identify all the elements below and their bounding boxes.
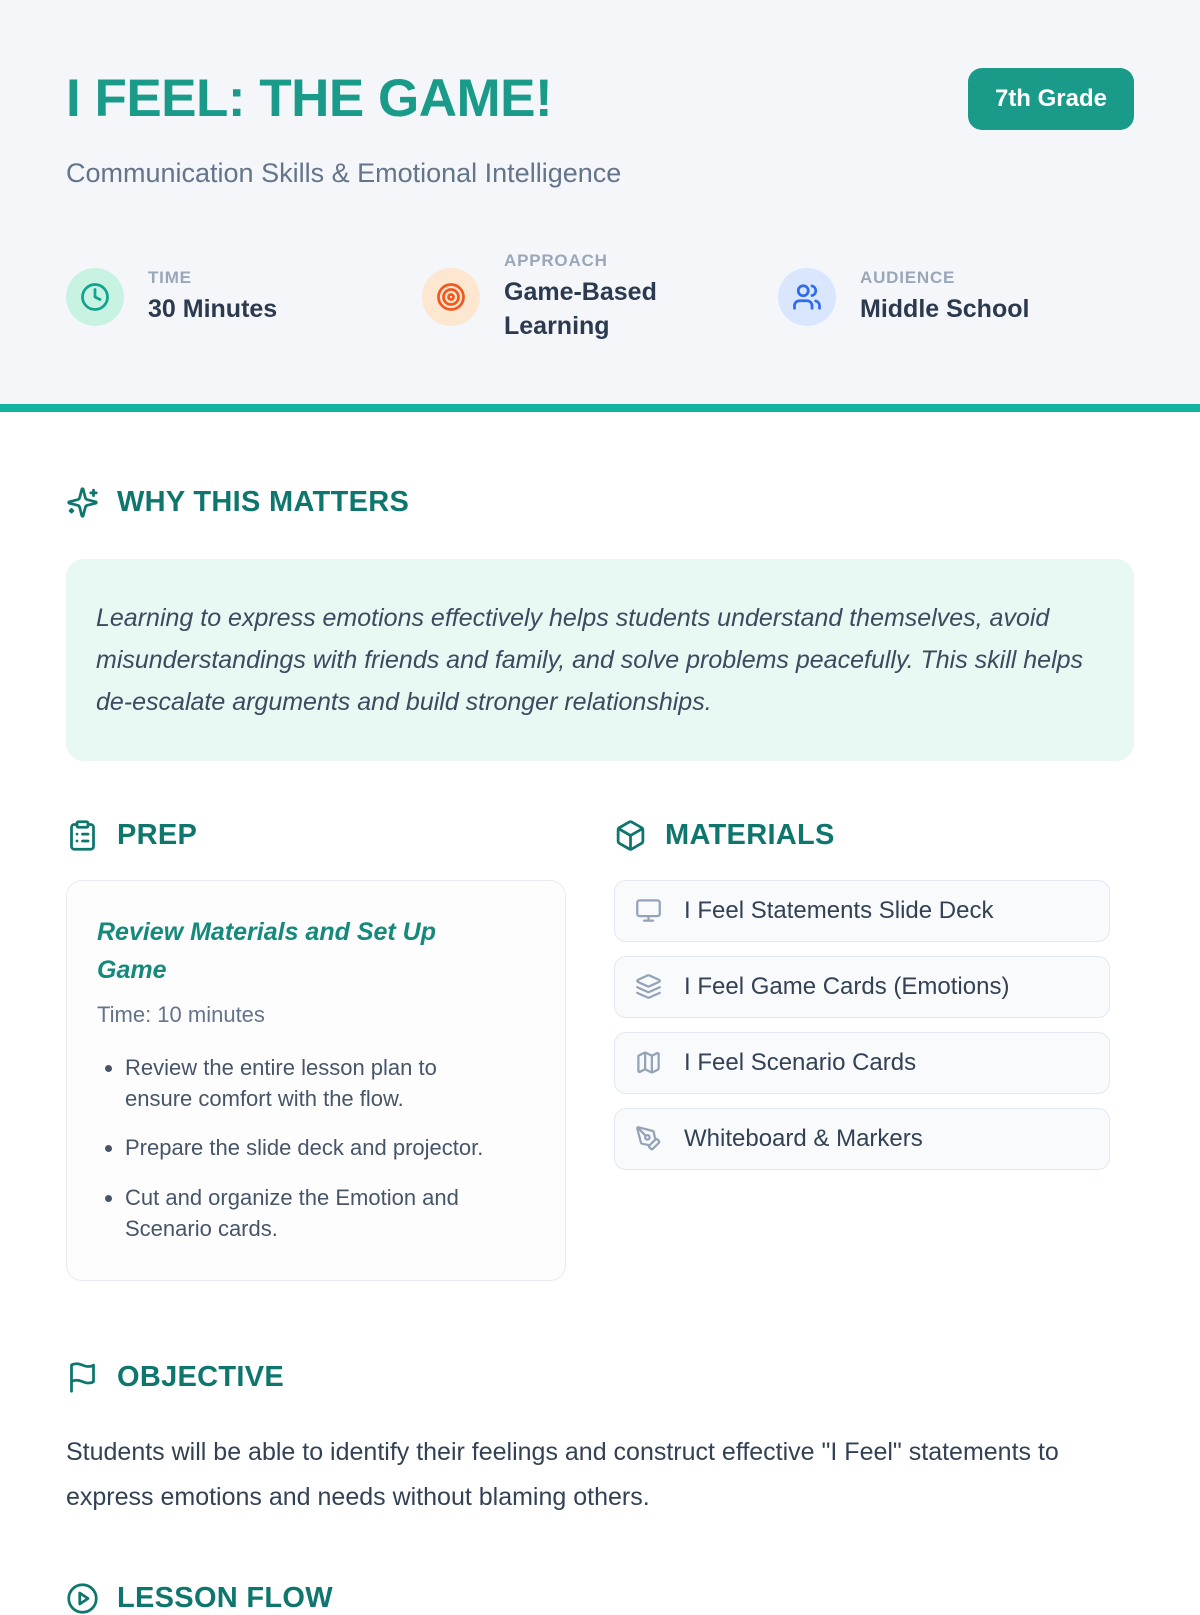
header-top	[66, 68, 1134, 130]
materials-heading	[614, 819, 1110, 852]
meta-text-time	[148, 268, 277, 327]
material-item-scenario-cards	[614, 1032, 1110, 1094]
meta-item-time	[66, 251, 422, 344]
objective-heading	[66, 1361, 1134, 1394]
page-title: I FEEL: THE GAME!	[66, 68, 552, 129]
header	[0, 0, 1200, 404]
meta-value-audience: Middle School	[860, 293, 1029, 327]
prep-card-title: Review Materials and Set Up Game	[97, 913, 487, 991]
materials-section	[614, 819, 1110, 1282]
prep-materials-grid	[66, 819, 1134, 1282]
clipboard-list-icon	[66, 819, 99, 852]
prep-time: Time: 10 minutes	[97, 1002, 535, 1028]
sparkles-icon	[66, 486, 99, 519]
users-icon	[778, 268, 836, 326]
prep-bullet: • Prepare the slide deck and projector.	[125, 1132, 505, 1163]
monitor-icon	[635, 897, 662, 924]
why-callout-box	[66, 559, 1134, 761]
materials-heading-label: MATERIALS	[665, 819, 835, 852]
meta-item-audience	[778, 251, 1134, 344]
material-label: I Feel Scenario Cards	[684, 1049, 916, 1077]
meta-value-approach: Game-Based Learning	[504, 276, 694, 344]
meta-value-time: 30 Minutes	[148, 293, 277, 327]
prep-heading	[66, 819, 566, 852]
prep-bullet: • Review the entire lesson plan to ensure comfort with the flow.	[125, 1052, 505, 1114]
package-icon	[614, 819, 647, 852]
objective-section	[66, 1361, 1134, 1520]
material-item-whiteboard	[614, 1108, 1110, 1170]
prep-heading-label: PREP	[117, 819, 197, 852]
target-icon	[422, 268, 480, 326]
meta-item-approach	[422, 251, 778, 344]
prep-card	[66, 880, 566, 1282]
prep-bullet: • Cut and organize the Emotion and Scenario cards.	[125, 1182, 505, 1244]
header-divider	[0, 404, 1200, 412]
material-label: Whiteboard & Markers	[684, 1125, 923, 1153]
why-heading-label: WHY THIS MATTERS	[117, 486, 409, 519]
meta-text-audience	[860, 268, 1029, 327]
meta-label-audience: AUDIENCE	[860, 268, 1029, 288]
materials-list	[614, 880, 1110, 1170]
grade-badge: 7th Grade	[968, 68, 1134, 130]
lesson-flow-section	[66, 1582, 1134, 1615]
objective-body-text: Students will be able to identify their feelings and construct effective "I Feel" statements to express emotions and needs without blaming others.	[66, 1430, 1086, 1520]
pen-tool-icon	[635, 1125, 662, 1152]
prep-bullet-list	[97, 1052, 535, 1244]
clock-icon	[66, 268, 124, 326]
map-icon	[635, 1049, 662, 1076]
why-heading	[66, 486, 1134, 519]
lesson-flow-heading-label: LESSON FLOW	[117, 1582, 333, 1615]
why-this-matters-section	[66, 486, 1134, 761]
meta-text-approach	[504, 251, 694, 344]
flag-icon	[66, 1361, 99, 1394]
main-content	[0, 486, 1200, 1615]
objective-heading-label: OBJECTIVE	[117, 1361, 284, 1394]
why-body-text: Learning to express emotions effectively helps students understand themselves, avoid misunderstandings with friends and family, and solve problems peacefully. This skill helps de-escalate arguments and build stronger relationships.	[96, 597, 1104, 723]
circle-play-icon	[66, 1582, 99, 1615]
material-item-game-cards	[614, 956, 1110, 1018]
material-item-slide-deck	[614, 880, 1110, 942]
material-label: I Feel Game Cards (Emotions)	[684, 973, 1009, 1001]
meta-label-approach: APPROACH	[504, 251, 694, 271]
material-label: I Feel Statements Slide Deck	[684, 897, 993, 925]
lesson-flow-heading	[66, 1582, 1134, 1615]
prep-section	[66, 819, 566, 1282]
meta-label-time: TIME	[148, 268, 277, 288]
meta-row	[66, 251, 1134, 344]
layers-icon	[635, 973, 662, 1000]
subtitle: Communication Skills & Emotional Intelligence	[66, 158, 1134, 189]
